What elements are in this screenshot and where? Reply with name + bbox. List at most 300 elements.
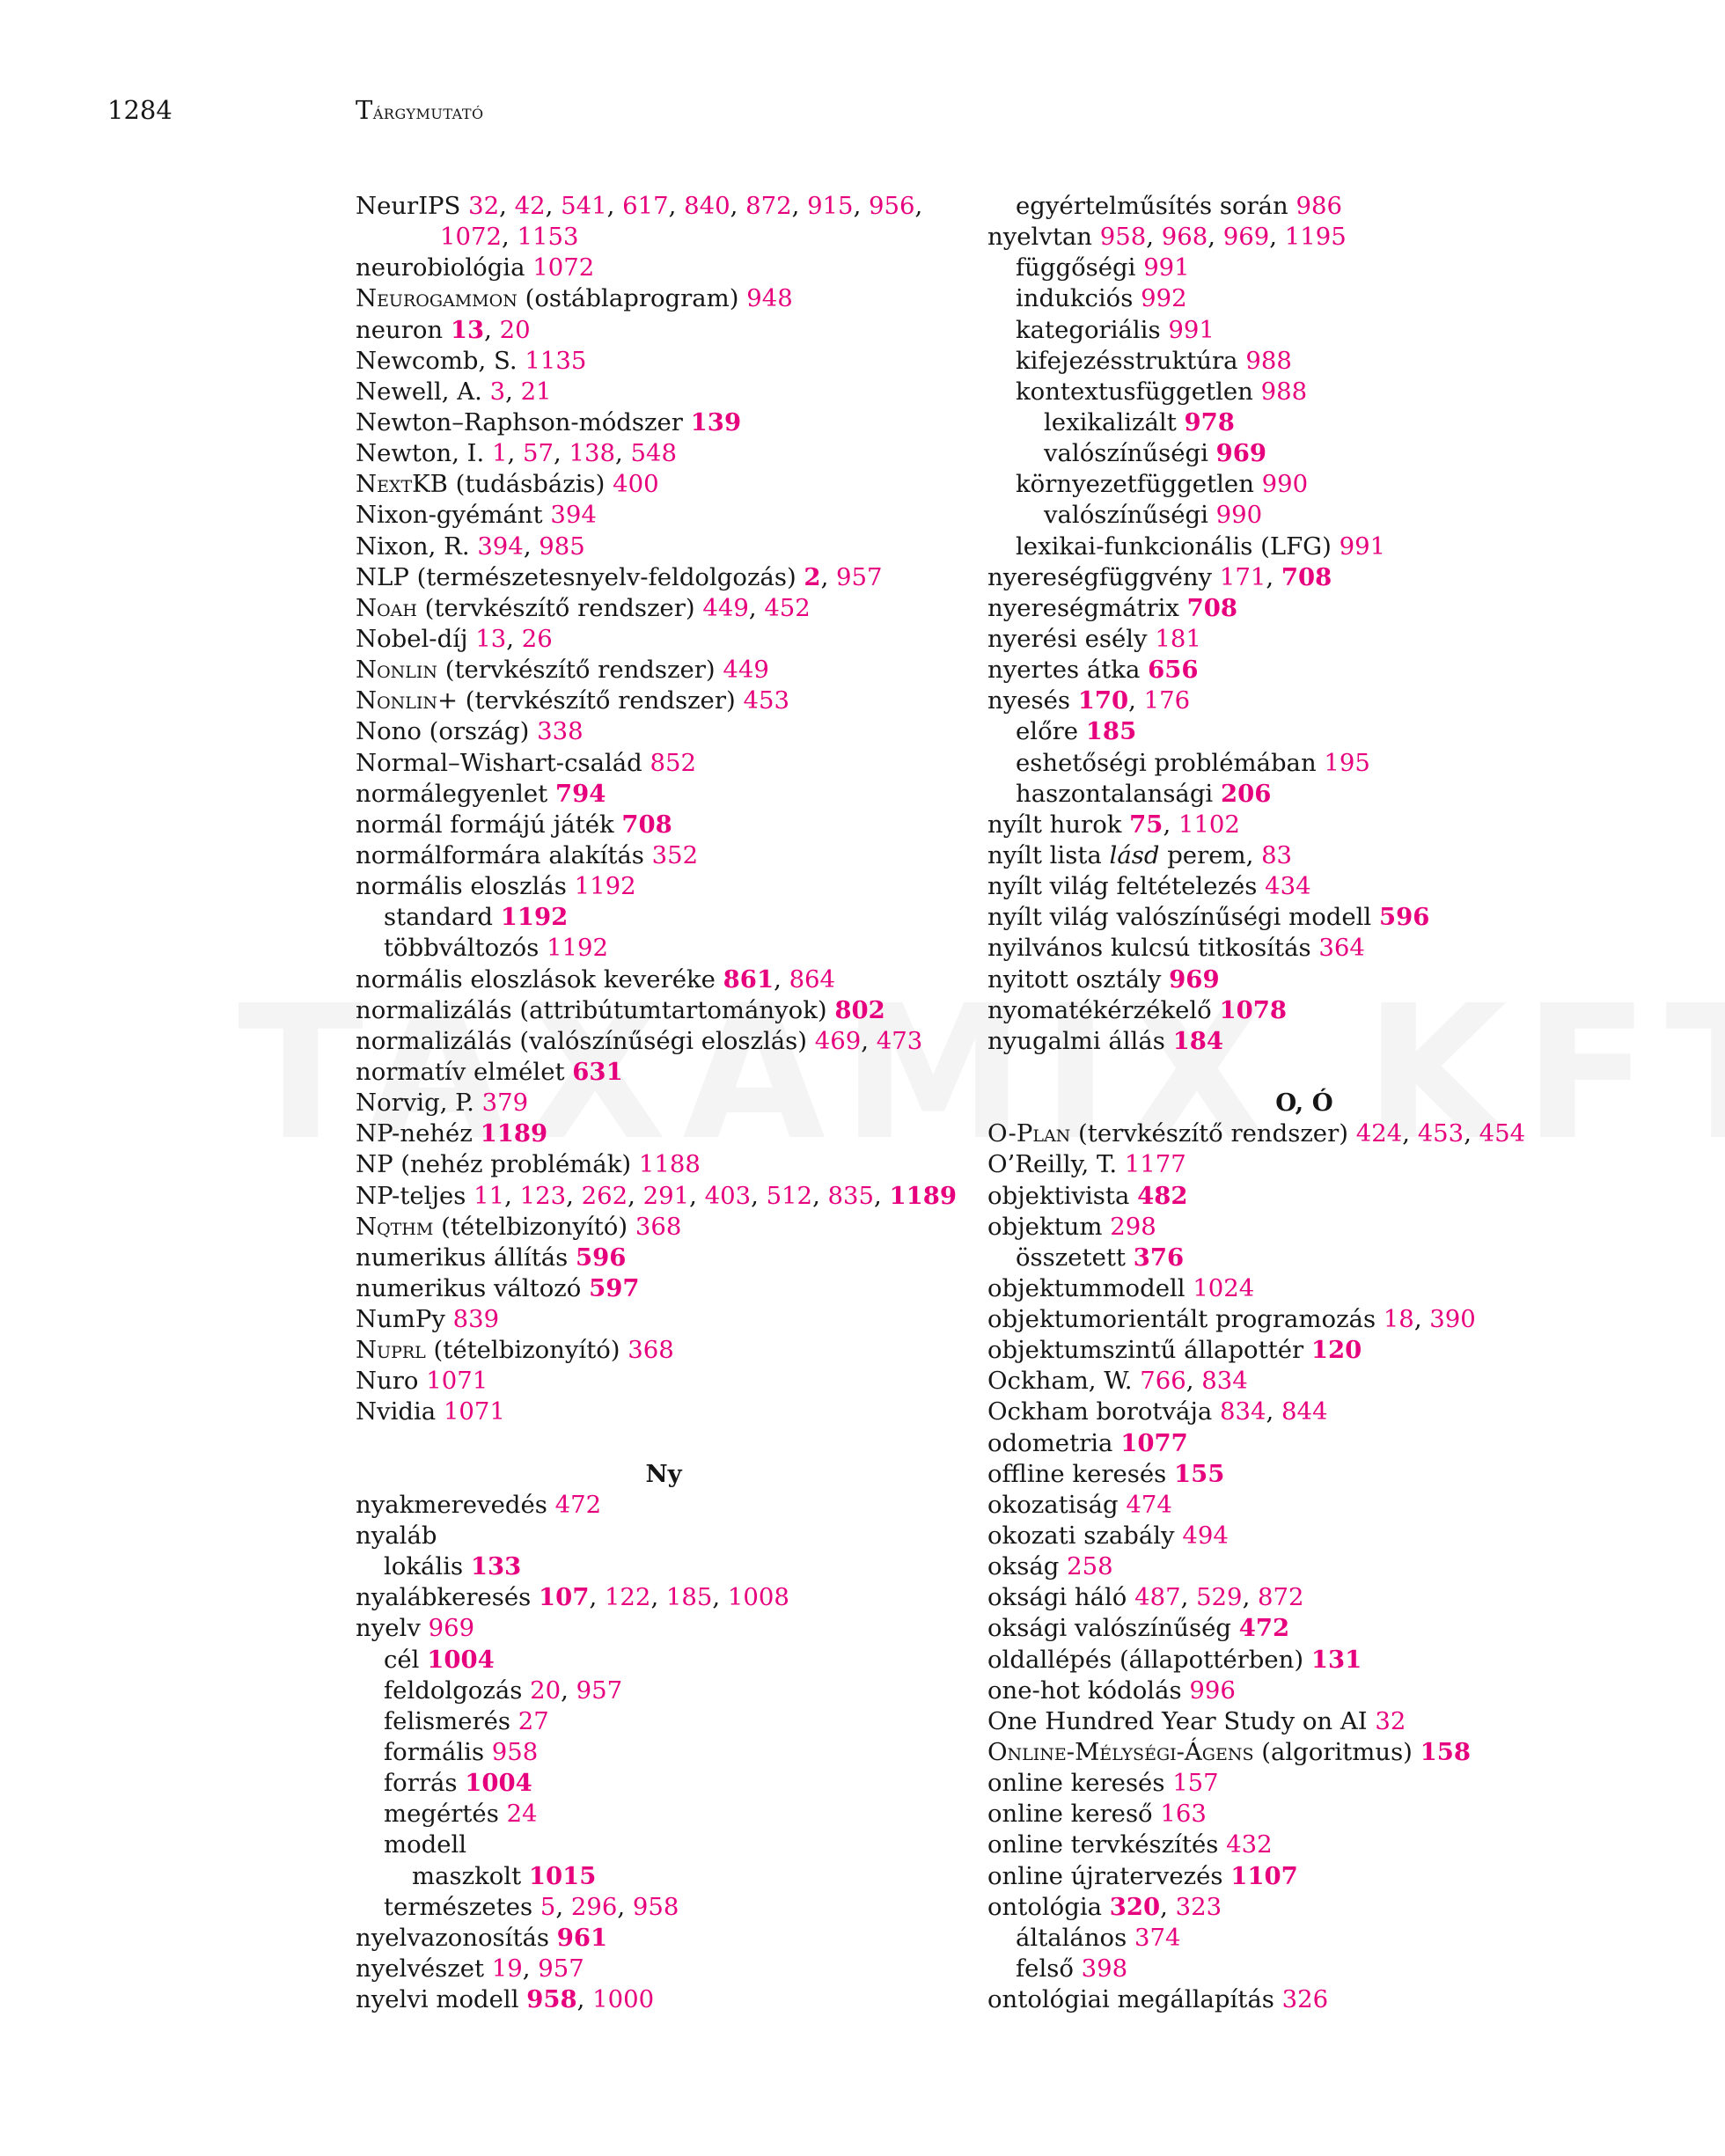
index-subentry [987, 438, 1621, 469]
page-reference[interactable]: 469 [814, 1026, 862, 1055]
entry-text: Newton, I. [356, 439, 493, 468]
entry-text: , [1185, 1367, 1202, 1396]
entry-text: , [1269, 223, 1285, 252]
page-reference-primary[interactable]: 978 [1184, 407, 1235, 436]
index-entry [987, 1118, 1621, 1149]
page-reference[interactable]: 991 [1168, 315, 1215, 344]
page-reference[interactable]: 20 [530, 1676, 562, 1705]
page-reference[interactable]: 11 [473, 1181, 505, 1210]
page-reference-primary[interactable]: 120 [1310, 1336, 1362, 1365]
page-reference-primary[interactable]: 1015 [528, 1861, 597, 1890]
page-reference[interactable]: 21 [520, 377, 552, 406]
page-reference[interactable]: 839 [452, 1305, 500, 1334]
page-reference[interactable]: 969 [428, 1614, 475, 1643]
page-reference-primary[interactable]: 708 [621, 810, 672, 839]
page-reference[interactable]: 1 [492, 439, 508, 468]
entry-text: (tervkészítő rendszer) [437, 656, 723, 685]
index-entry [356, 1026, 972, 1057]
entry-text: (tételbizonyító) [425, 1336, 628, 1365]
index-entry [356, 779, 972, 810]
index-subentry [356, 933, 972, 964]
index-entry [356, 1243, 972, 1273]
page-reference[interactable]: 915 [807, 192, 854, 220]
entry-text: nyesés [987, 686, 1078, 715]
page-reference[interactable]: 157 [1172, 1769, 1219, 1798]
page-reference-primary[interactable]: 1107 [1230, 1861, 1298, 1890]
page-reference[interactable]: 57 [523, 439, 554, 468]
page-reference[interactable]: 296 [570, 1892, 618, 1921]
page-reference[interactable]: 452 [764, 593, 811, 622]
index-subentry [356, 902, 972, 933]
index-entry [987, 933, 1621, 964]
page-reference[interactable]: 988 [1260, 377, 1308, 406]
entry-text: (tételbizonyító) [433, 1212, 635, 1241]
entry-name-smallcaps: Noah [356, 593, 417, 622]
page-reference[interactable]: 958 [1099, 223, 1147, 252]
entry-text: (tervkészítő rendszer) [1070, 1119, 1356, 1148]
page-reference-primary[interactable]: 13 [450, 315, 485, 344]
page-reference[interactable]: 1192 [547, 934, 609, 963]
index-entry [987, 1366, 1621, 1397]
index-entry [987, 1459, 1621, 1490]
page-reference[interactable]: 453 [1417, 1119, 1464, 1148]
page-reference-primary[interactable]: 155 [1174, 1459, 1225, 1488]
page-reference[interactable]: 18 [1383, 1305, 1414, 1334]
page-reference[interactable]: 432 [1226, 1830, 1273, 1859]
index-subentry [356, 1676, 972, 1706]
page-reference-primary[interactable]: 861 [723, 964, 774, 994]
page-reference[interactable]: 26 [521, 624, 553, 653]
index-entry [356, 1149, 972, 1180]
page-reference-primary[interactable]: 597 [589, 1273, 640, 1302]
page-reference-primary[interactable]: 1077 [1120, 1428, 1188, 1457]
index-entry [987, 1892, 1621, 1923]
index-subentry [987, 532, 1621, 562]
entry-text: nyílt világ valószínűségi modell [987, 903, 1379, 932]
index-subentry [987, 377, 1621, 407]
page-reference[interactable]: 181 [1155, 624, 1201, 653]
page-reference[interactable]: 352 [651, 840, 699, 869]
index-entry [356, 1613, 972, 1644]
entry-name-smallcaps: Nuprl [356, 1336, 426, 1365]
entry-text: normális eloszlás [356, 872, 575, 901]
entry-text: ontológiai megállapítás [987, 1985, 1282, 2014]
entry-text: , [1402, 1119, 1418, 1148]
index-subentry [356, 1737, 972, 1768]
page-reference[interactable]: 390 [1429, 1305, 1476, 1334]
index-subentry [356, 1551, 972, 1582]
index-entry [987, 624, 1621, 655]
page-reference[interactable]: 472 [554, 1490, 602, 1519]
index-entry [987, 1582, 1621, 1613]
entry-text: , [668, 192, 685, 220]
page-reference-primary[interactable]: 1078 [1219, 995, 1288, 1024]
page-reference-primary[interactable]: 158 [1420, 1738, 1472, 1767]
page-reference[interactable]: 541 [561, 192, 607, 220]
page-reference[interactable]: 473 [876, 1026, 923, 1055]
page-reference[interactable]: 957 [836, 562, 883, 591]
entry-text: , [555, 1892, 571, 1921]
entry-text: (ostáblaprogram) [517, 284, 747, 313]
entry-text: , [506, 624, 522, 653]
entry-text: , [505, 377, 521, 406]
page-reference[interactable]: 834 [1220, 1397, 1266, 1426]
index-entry [987, 995, 1621, 1026]
page-reference[interactable]: 1192 [574, 872, 636, 901]
entry-text: formális [384, 1738, 492, 1767]
entry-text: Nono (ország) [356, 717, 538, 746]
index-subentry [987, 500, 1621, 531]
page-reference[interactable]: 985 [539, 532, 585, 561]
entry-text: , [561, 1676, 576, 1705]
entry-text: normalizálás (valószínűségi eloszlás) [356, 1026, 815, 1055]
index-entry [987, 1613, 1621, 1644]
page-reference-primary[interactable]: 75 [1129, 810, 1163, 839]
index-subentry [987, 1923, 1621, 1954]
page-reference[interactable]: 1102 [1178, 810, 1240, 839]
entry-text: online tervkészítés [987, 1830, 1227, 1859]
entry-name-smallcaps: NextKB [356, 470, 448, 499]
index-subentry [987, 748, 1621, 779]
page-reference[interactable]: 529 [1196, 1583, 1243, 1612]
page-reference-primary[interactable]: 482 [1137, 1181, 1188, 1210]
page-reference[interactable]: 1071 [426, 1367, 488, 1396]
index-entry [987, 1149, 1621, 1180]
page-reference[interactable]: 123 [519, 1181, 567, 1210]
page-reference[interactable]: 449 [723, 656, 769, 685]
index-entry [356, 1923, 972, 1954]
index-entry [356, 1954, 972, 1984]
page-reference[interactable]: 487 [1134, 1583, 1181, 1612]
page-reference-primary[interactable]: 1189 [480, 1119, 548, 1148]
entry-text: , [1464, 1119, 1479, 1148]
page-reference[interactable]: 323 [1175, 1892, 1222, 1921]
page-reference-primary[interactable]: 961 [556, 1923, 608, 1952]
page-reference-primary[interactable]: 133 [470, 1552, 522, 1581]
page-reference[interactable]: 988 [1245, 346, 1292, 375]
page-reference[interactable]: 374 [1134, 1923, 1181, 1952]
page-reference[interactable]: 185 [665, 1583, 713, 1612]
index-entry [987, 810, 1621, 840]
page-reference[interactable]: 872 [1258, 1583, 1304, 1612]
entry-text: nyereségfüggvény [987, 562, 1220, 591]
page-reference[interactable]: 872 [745, 192, 792, 220]
page-reference[interactable]: 394 [550, 501, 597, 530]
page-reference[interactable]: 968 [1161, 223, 1208, 252]
page-reference[interactable]: 1188 [638, 1150, 701, 1179]
entry-text: kontextusfüggetlen [1016, 377, 1261, 406]
page-reference-primary[interactable]: 139 [690, 407, 742, 436]
page-reference[interactable]: 176 [1143, 686, 1191, 715]
entry-text: , [874, 1181, 890, 1210]
page-reference-primary[interactable]: 2 [804, 562, 821, 591]
page-reference[interactable]: 548 [630, 439, 677, 468]
page-reference[interactable]: 449 [702, 593, 749, 622]
entry-text: Newell, A. [356, 377, 490, 406]
index-entry [987, 1706, 1621, 1737]
page-reference[interactable]: 262 [581, 1181, 628, 1210]
index-subentry [356, 1830, 972, 1860]
entry-text: normálegyenlet [356, 779, 555, 808]
page-reference[interactable]: 986 [1296, 192, 1342, 220]
page-reference[interactable]: 835 [827, 1181, 875, 1210]
page-reference[interactable]: 1008 [727, 1583, 789, 1612]
page-reference-primary[interactable]: 1192 [500, 903, 569, 932]
page-reference[interactable]: 958 [491, 1738, 539, 1767]
page-reference[interactable]: 403 [704, 1181, 752, 1210]
page-reference-primary[interactable]: 969 [1215, 439, 1267, 468]
index-entry [356, 1521, 972, 1551]
page-reference[interactable]: 1071 [443, 1397, 505, 1426]
section-spacer [356, 1428, 972, 1459]
page-reference[interactable]: 326 [1281, 1985, 1329, 2014]
page-reference[interactable]: 958 [632, 1892, 679, 1921]
index-entry [356, 1397, 972, 1427]
page-reference[interactable]: 1072 [440, 223, 502, 252]
index-entry [987, 562, 1621, 593]
page-reference[interactable]: 42 [514, 192, 546, 220]
page-reference[interactable]: 424 [1355, 1119, 1403, 1148]
page-reference-primary[interactable]: 185 [1085, 717, 1137, 746]
page-reference[interactable]: 364 [1318, 934, 1365, 963]
page-reference-primary[interactable]: 472 [1238, 1614, 1290, 1643]
page-reference[interactable]: 766 [1140, 1367, 1186, 1396]
page-reference[interactable]: 379 [481, 1089, 529, 1118]
entry-text: nyalábkeresés [356, 1583, 540, 1612]
page-reference[interactable]: 494 [1182, 1522, 1229, 1551]
page-reference-primary[interactable]: 656 [1148, 656, 1199, 685]
index-entry [987, 1830, 1621, 1860]
entry-text: modell [384, 1830, 467, 1859]
entry-text: Ockham borotvája [987, 1397, 1221, 1426]
entry-text: online újratervezés [987, 1861, 1231, 1890]
index-entry [987, 1861, 1621, 1892]
page-reference[interactable]: 32 [1375, 1706, 1406, 1735]
entry-text: nyomatékérzékelő [987, 995, 1220, 1024]
page-reference[interactable]: 996 [1189, 1676, 1236, 1705]
index-entry [356, 1582, 972, 1613]
page-reference-primary[interactable]: 596 [576, 1243, 627, 1272]
entry-text: oldallépés (állapottérben) [987, 1645, 1311, 1674]
entry-text: normális eloszlások keveréke [356, 964, 723, 994]
page-reference-primary[interactable]: 708 [1281, 562, 1332, 591]
entry-text: nyaláb [356, 1522, 437, 1551]
entry-text: forrás [384, 1769, 466, 1798]
page-reference-primary[interactable]: 631 [572, 1057, 623, 1086]
page-reference-primary[interactable]: 794 [554, 779, 606, 808]
entry-text: Nobel-díj [356, 624, 476, 653]
index-column-right [987, 191, 1621, 2015]
index-subentry [356, 1645, 972, 1676]
page-reference[interactable]: 454 [1479, 1119, 1526, 1148]
index-entry [356, 1335, 972, 1366]
entry-text: , [589, 1583, 605, 1612]
entry-text: megértés [384, 1800, 507, 1829]
entry-text: , [1208, 223, 1223, 252]
page-reference[interactable]: 138 [569, 439, 615, 468]
page-reference[interactable]: 13 [475, 624, 507, 653]
index-entry [987, 1645, 1621, 1676]
index-entry [356, 871, 972, 902]
page-reference[interactable]: 1195 [1284, 223, 1347, 252]
page-reference-primary[interactable]: 131 [1310, 1645, 1362, 1674]
page-reference[interactable]: 5 [540, 1892, 556, 1921]
page-reference[interactable]: 1177 [1124, 1150, 1186, 1179]
page-reference[interactable]: 864 [789, 964, 836, 994]
page-reference[interactable]: 453 [743, 686, 789, 715]
entry-text: (tervkészítő rendszer) [416, 593, 703, 622]
page-reference[interactable]: 1024 [1193, 1273, 1255, 1302]
index-entry [356, 1366, 972, 1397]
entry-text: , [689, 1181, 705, 1210]
page-reference-primary[interactable]: 958 [526, 1985, 577, 2014]
page-reference-primary[interactable]: 708 [1186, 593, 1238, 622]
page-reference[interactable]: 990 [1261, 470, 1309, 499]
entry-text: online kereső [987, 1800, 1161, 1829]
page-reference[interactable]: 852 [650, 748, 697, 777]
page-reference-primary[interactable]: 1189 [889, 1181, 958, 1210]
page-reference[interactable]: 291 [642, 1181, 690, 1210]
entry-text: nyelvazonosítás [356, 1923, 557, 1952]
page-reference[interactable]: 24 [506, 1800, 538, 1829]
page-reference[interactable]: 512 [766, 1181, 813, 1210]
page-reference[interactable]: 258 [1067, 1552, 1113, 1581]
page-reference[interactable]: 338 [537, 717, 584, 746]
index-subentry [356, 1768, 972, 1799]
page-reference[interactable]: 948 [746, 284, 793, 313]
page-reference[interactable]: 969 [1222, 223, 1270, 252]
page-reference[interactable]: 991 [1143, 253, 1190, 282]
entry-text: offline keresés [987, 1459, 1175, 1488]
index-entry [356, 1212, 972, 1243]
entry-text: környezetfüggetlen [1016, 470, 1262, 499]
entry-name-smallcaps: Nonlin [356, 656, 438, 685]
entry-text: , [861, 1026, 877, 1055]
page-reference[interactable]: 83 [1261, 840, 1293, 869]
page-reference[interactable]: 1135 [525, 346, 587, 375]
index-entry [987, 1737, 1621, 1768]
page-reference[interactable]: 400 [613, 470, 659, 499]
entry-text: , [1413, 1305, 1430, 1334]
index-entry [356, 964, 972, 995]
page-reference[interactable]: 122 [604, 1583, 651, 1612]
index-entry [356, 1984, 972, 2015]
index-entry [356, 407, 972, 438]
page-reference[interactable]: 398 [1081, 1954, 1128, 1984]
entry-text: , [1180, 1583, 1197, 1612]
entry-text: függőségi [1016, 253, 1144, 282]
entry-text: , [576, 1985, 593, 2014]
page-reference-primary[interactable]: 802 [834, 995, 885, 1024]
entry-text: , [730, 192, 746, 220]
page-reference[interactable]: 27 [518, 1706, 549, 1735]
index-entry [987, 1428, 1621, 1459]
entry-text: általános [1016, 1923, 1134, 1952]
page-reference-primary[interactable]: 969 [1169, 964, 1220, 994]
page-reference[interactable]: 956 [869, 192, 915, 220]
index-entry [987, 686, 1621, 716]
page-reference[interactable]: 394 [477, 532, 524, 561]
entry-text: , [504, 1181, 520, 1210]
entry-text: eshetőségi problémában [1016, 748, 1325, 777]
entry-text: normál formájú játék [356, 810, 622, 839]
index-column-left [356, 191, 972, 2015]
page-reference-primary[interactable]: 596 [1378, 903, 1430, 932]
page-reference[interactable]: 171 [1219, 562, 1266, 591]
index-entry [356, 624, 972, 655]
page-reference[interactable]: 990 [1215, 501, 1263, 530]
index-entry [356, 346, 972, 377]
entry-text: , [1128, 686, 1144, 715]
entry-text: nyelvtan [987, 223, 1100, 252]
index-entry [356, 716, 972, 747]
page-reference[interactable]: 957 [576, 1676, 623, 1705]
index-entry [356, 810, 972, 840]
page-reference[interactable]: 1153 [517, 223, 579, 252]
entry-text: objektumszintű állapottér [987, 1336, 1311, 1365]
page-reference[interactable]: 368 [628, 1336, 674, 1365]
entry-text: , [606, 192, 623, 220]
entry-text: egyértelműsítés során [1016, 192, 1296, 220]
page-reference-primary[interactable]: 184 [1172, 1026, 1224, 1055]
page-reference[interactable]: 617 [622, 192, 669, 220]
page-reference-primary[interactable]: 206 [1220, 779, 1272, 808]
page-reference-primary[interactable]: 320 [1109, 1892, 1161, 1921]
entry-text: odometria [987, 1428, 1121, 1457]
index-entry [987, 1026, 1621, 1057]
page-reference[interactable]: 163 [1160, 1800, 1207, 1829]
entry-text: ontológia [987, 1892, 1110, 1921]
page-reference[interactable]: 844 [1281, 1397, 1328, 1426]
page-reference[interactable]: 840 [684, 192, 730, 220]
page-reference[interactable]: 992 [1141, 284, 1187, 313]
page-reference[interactable]: 32 [468, 192, 500, 220]
page-reference[interactable]: 834 [1201, 1367, 1248, 1396]
page-reference[interactable]: 1000 [592, 1985, 655, 2014]
entry-text: , [712, 1583, 728, 1612]
page-reference-primary[interactable]: 107 [539, 1583, 590, 1612]
page-reference[interactable]: 957 [538, 1954, 584, 1984]
index-subentry [987, 346, 1621, 377]
index-entry [356, 253, 972, 283]
page-reference[interactable]: 20 [499, 315, 531, 344]
index-entry [356, 995, 972, 1026]
entry-text: kifejezésstruktúra [1016, 346, 1246, 375]
entry-name-smallcaps: Nqthm [356, 1212, 434, 1241]
index-entry [987, 1212, 1621, 1243]
page-reference[interactable]: 474 [1126, 1490, 1172, 1519]
page-reference[interactable]: 298 [1110, 1212, 1156, 1241]
entry-text: nyelvészet [356, 1954, 492, 1984]
page-reference[interactable]: 434 [1265, 872, 1311, 901]
entry-text: nyílt világ feltételezés [987, 872, 1266, 901]
entry-text: okság [987, 1552, 1068, 1581]
index-entry [987, 655, 1621, 686]
page-reference[interactable]: 3 [489, 377, 506, 406]
page-reference-primary[interactable]: 1004 [427, 1645, 495, 1674]
entry-text: numerikus állítás [356, 1243, 576, 1272]
page-reference[interactable]: 1072 [532, 253, 595, 282]
page-reference-primary[interactable]: 1004 [465, 1769, 532, 1798]
page-reference-primary[interactable]: 376 [1133, 1243, 1185, 1272]
page-reference[interactable]: 195 [1324, 748, 1370, 777]
entry-text: , [812, 1181, 828, 1210]
page-reference[interactable]: 368 [635, 1212, 682, 1241]
page-reference[interactable]: 991 [1339, 532, 1386, 561]
page-reference-primary[interactable]: 170 [1077, 686, 1129, 715]
entry-text: normatív elmélet [356, 1057, 573, 1086]
page-reference[interactable]: 19 [491, 1954, 523, 1984]
